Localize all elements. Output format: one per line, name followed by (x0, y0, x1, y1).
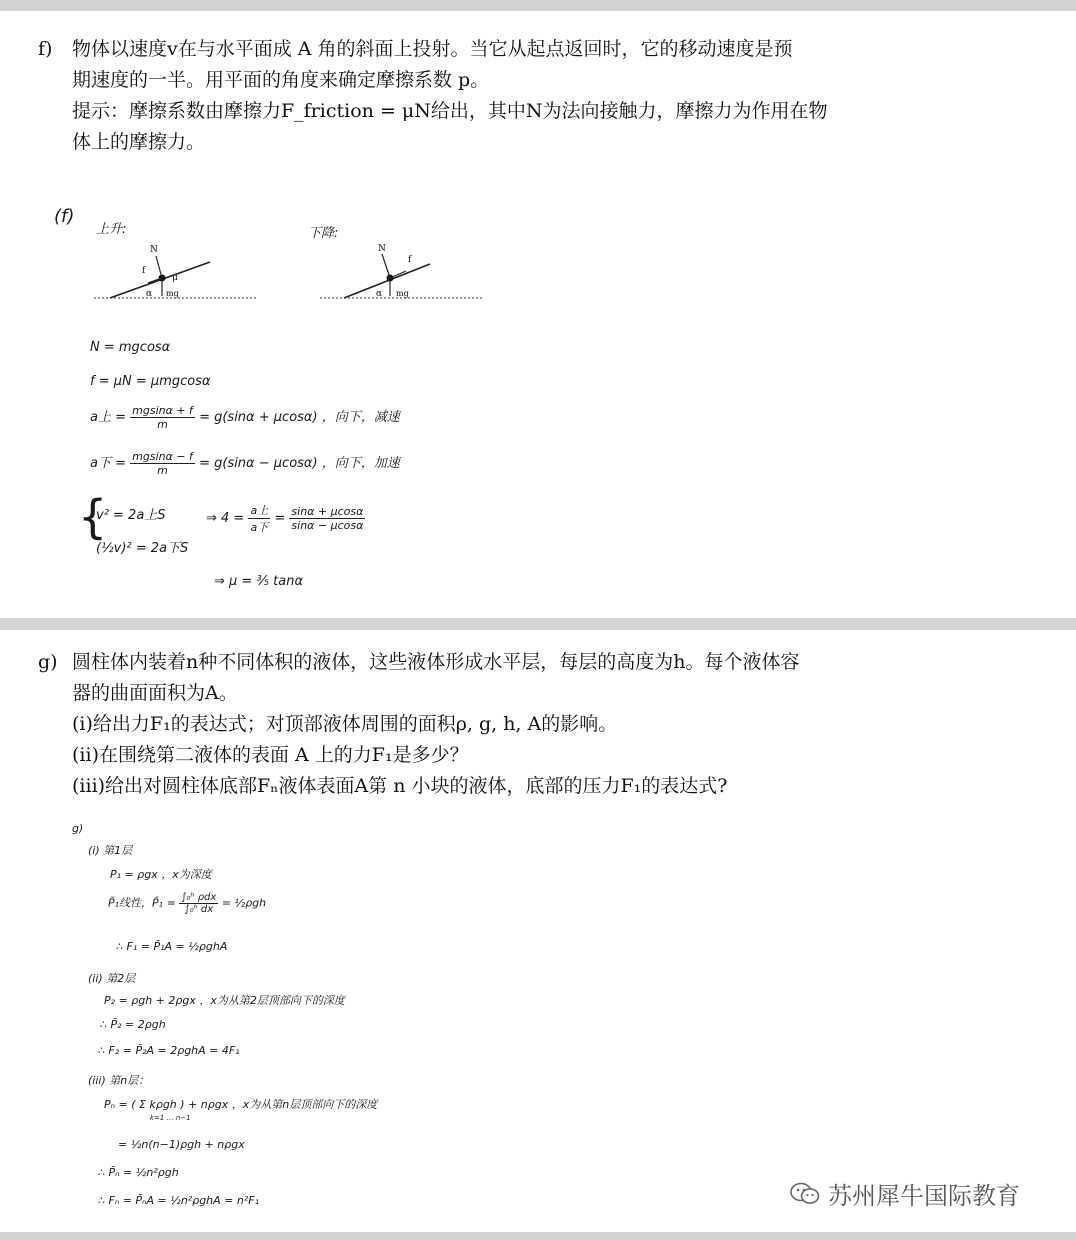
up-label: 上升: (96, 222, 127, 237)
sol-g-line: ∴ F₁ = P̄₁A = ½ρghA (116, 940, 228, 953)
a-up-fraction (130, 404, 195, 431)
sol-g-line: ∴ Fₙ = P̄ₙA = ½n²ρghA = n²F₁ (98, 1194, 260, 1207)
section-divider (0, 618, 1076, 630)
eq-friction: f = μN = μmgcosα (90, 374, 211, 389)
sol-g-line: = ½n(n−1)ρgh + nρgx (118, 1138, 245, 1151)
friction-label: f (142, 266, 146, 276)
l3b: = ½ρgh (221, 896, 267, 910)
watermark-text: 苏州犀牛国际教育 (828, 1182, 1020, 1210)
avg-pressure-fraction (179, 892, 218, 915)
sol-g-line: ∴ F₂ = P̄₂A = 2ρghA = 4F₁ (98, 1044, 240, 1057)
normal-label: N (150, 245, 158, 255)
question-f-line: 提示：摩擦系数由摩擦力F_friction = μN给出，其中N为法向接触力，摩擦力为作用在物 (72, 100, 828, 122)
sol-g-line-fraction (108, 892, 266, 915)
sol-g-line: P₁ = ρgx ，x为深度 (110, 868, 212, 881)
a-down-den: m (157, 464, 168, 477)
question-f-label: f) (38, 38, 53, 60)
top-divider (0, 0, 1076, 11)
implication-ratio (206, 502, 365, 535)
system-line-1: v² = 2a上S (96, 508, 166, 523)
question-f-line: 期速度的一半。用平面的角度来确定摩擦系数 p。 (72, 69, 490, 91)
question-f-line: 体上的摩擦力。 (72, 131, 206, 153)
question-g-line: (i)给出力F₁的表达式；对顶部液体周围的面积ρ, g, h, A的影响。 (72, 713, 618, 735)
sol-g-line: Pₙ = ( Σ kρgh ) + nρgx ，x为从第n层顶部向下的深度 (104, 1098, 378, 1111)
sol-g-line: P₂ = ρgh + 2ρgx ，x为从第2层顶部向下的深度 (104, 994, 345, 1007)
impl1-eq: = (274, 511, 286, 526)
ratio-num: a上 (250, 504, 269, 517)
sol-g-line: (iii) 第n层： (88, 1074, 150, 1087)
solution-g-tag: g) (72, 822, 84, 835)
eq-a-up (90, 404, 400, 431)
question-g-line: (ii)在围绕第二液体的表面 A 上的力F₁是多少？ (72, 744, 469, 766)
a-down-fraction (130, 450, 195, 477)
sol-g-line: ∴ P̄₂ = 2ρgh (100, 1018, 166, 1031)
sol-g-line: ∴ P̄ₙ = ½n²ρgh (98, 1166, 179, 1179)
l3den: ∫₀ʰ dx (184, 904, 214, 915)
sol-g-line: (i) 第1层 (88, 844, 133, 857)
watermark (790, 1176, 1020, 1211)
friction-label: f (408, 255, 412, 265)
a-down-lhs: a下 = (90, 456, 126, 471)
question-f-line: 物体以速度v在与水平面成 A 角的斜面上投射。当它从起点返回时，它的移动速度是预 (72, 38, 793, 60)
incline-diagram-down (318, 240, 488, 305)
a-up-lhs: a上 = (90, 410, 126, 425)
normal-arrow (156, 256, 162, 278)
impl1-pre: ⇒ 4 = (206, 511, 245, 526)
question-g-line: (iii)给出对圆柱体底部Fₙ液体表面A第 n 小块的液体，底部的压力F₁的表达式? (72, 775, 728, 797)
question-g-line: 圆柱体内装着n种不同体积的液体，这些液体形成水平层，每层的高度为h。每个液体容 (72, 651, 800, 673)
question-g-label: g) (38, 651, 58, 673)
eq-normal: N = mgcosα (90, 340, 171, 355)
a-up-den: m (157, 418, 168, 431)
system-line-2: (½v)² = 2a下S (96, 541, 189, 556)
a-down-rhs: = g(sinα − μcosα) ，向下，加速 (199, 456, 400, 471)
bottom-divider (0, 1232, 1076, 1240)
ratio-den: a下 (250, 521, 269, 534)
normal-arrow (382, 254, 390, 278)
question-g-line: 器的曲面面积为A。 (72, 682, 238, 704)
wechat-icon (790, 1181, 820, 1207)
system-of-equations: { v² = 2a上S (½v)² = 2a下S (78, 490, 189, 556)
question-g (38, 647, 800, 802)
impl1-num: sinα + μcosα (291, 505, 364, 518)
a-up-num: mgsinα + f (132, 404, 193, 417)
l3num: ∫₀ʰ ρdx (181, 892, 217, 903)
question-f (38, 34, 828, 158)
sol-g-sum-limits: k=1 … n−1 (150, 1114, 191, 1122)
a-up-rhs: = g(sinα + μcosα) ，向下，减速 (199, 410, 400, 425)
mg-label: mg (396, 289, 409, 298)
a-down-num: mgsinα − f (132, 450, 193, 463)
mg-label: mg (166, 289, 179, 298)
down-label: 下降: (308, 226, 339, 241)
solution-f-tag: (f) (54, 206, 75, 227)
sol-g-line: (ii) 第2层 (88, 972, 136, 985)
impl1-den: sinα − μcosα (291, 519, 364, 532)
accel-ratio (248, 502, 270, 535)
l3a: P̄₁线性，P̄₁ = (108, 896, 176, 910)
alpha-label: α (146, 289, 153, 299)
trig-ratio (289, 505, 365, 532)
eq-a-down (90, 450, 400, 477)
result-mu: ⇒ μ = ⅗ tanα (214, 574, 304, 589)
incline-diagram-up (90, 240, 260, 305)
mu-label: μ (172, 273, 178, 283)
normal-label: N (378, 244, 386, 254)
alpha-label: α (376, 289, 383, 299)
